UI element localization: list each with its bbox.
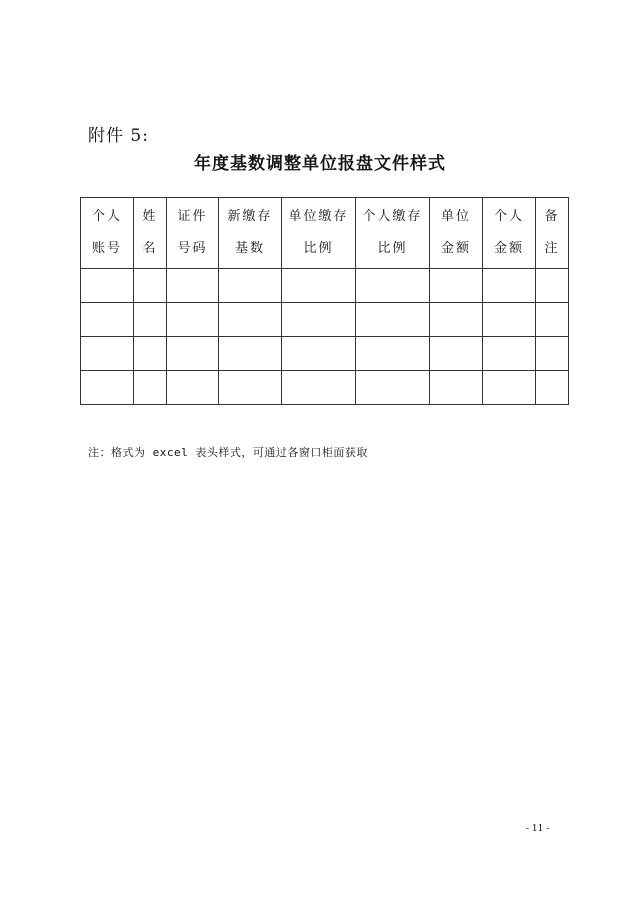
table-cell: [282, 303, 356, 337]
table-cell: [430, 371, 483, 405]
table-cell: [536, 269, 569, 303]
table-body: [81, 269, 569, 405]
note-text: 注：格式为 excel 表头样式，可通过各窗口柜面获取: [88, 446, 368, 459]
table-cell: [356, 303, 430, 337]
table-cell: [134, 371, 167, 405]
table-cell: [356, 371, 430, 405]
table-cell: [167, 269, 219, 303]
table-cell: [219, 337, 282, 371]
table-cell: [356, 337, 430, 371]
table-cell: [483, 269, 536, 303]
table-cell: [134, 337, 167, 371]
header-id-number: 证件 号码: [167, 198, 219, 269]
header-name: 姓 名: [134, 198, 167, 269]
header-new-base: 新缴存 基数: [219, 198, 282, 269]
table-cell: [134, 269, 167, 303]
table-cell: [483, 303, 536, 337]
table-cell: [483, 337, 536, 371]
table-cell: [81, 269, 134, 303]
header-personal-rate: 个人缴存 比例: [356, 198, 430, 269]
table-cell: [430, 303, 483, 337]
table-cell: [483, 371, 536, 405]
table-cell: [81, 303, 134, 337]
table-cell: [536, 371, 569, 405]
table-header-row: [81, 198, 569, 269]
table-row: [81, 303, 569, 337]
header-personal-amount: 个人 金额: [483, 198, 536, 269]
table-cell: [536, 303, 569, 337]
table-cell: [282, 269, 356, 303]
table-cell: [356, 269, 430, 303]
table-cell: [430, 269, 483, 303]
header-unit-amount: 单位 金额: [430, 198, 483, 269]
table-cell: [219, 303, 282, 337]
table-cell: [282, 337, 356, 371]
table-row: [81, 337, 569, 371]
table-cell: [167, 337, 219, 371]
table-cell: [219, 371, 282, 405]
table-cell: [81, 371, 134, 405]
table-row: [81, 371, 569, 405]
table-cell: [134, 303, 167, 337]
format-table: [80, 197, 569, 405]
page-number: - 11 -: [526, 824, 550, 834]
table-cell: [219, 269, 282, 303]
document-title: 年度基数调整单位报盘文件样式: [194, 154, 446, 174]
table-cell: [536, 337, 569, 371]
header-remarks: 备 注: [536, 198, 569, 269]
table-cell: [81, 337, 134, 371]
header-unit-rate: 单位缴存 比例: [282, 198, 356, 269]
table-cell: [167, 371, 219, 405]
header-personal-account: 个人 账号: [81, 198, 134, 269]
table-row: [81, 269, 569, 303]
table-cell: [430, 337, 483, 371]
attachment-label: 附件 5:: [88, 126, 149, 146]
table-cell: [167, 303, 219, 337]
table-cell: [282, 371, 356, 405]
